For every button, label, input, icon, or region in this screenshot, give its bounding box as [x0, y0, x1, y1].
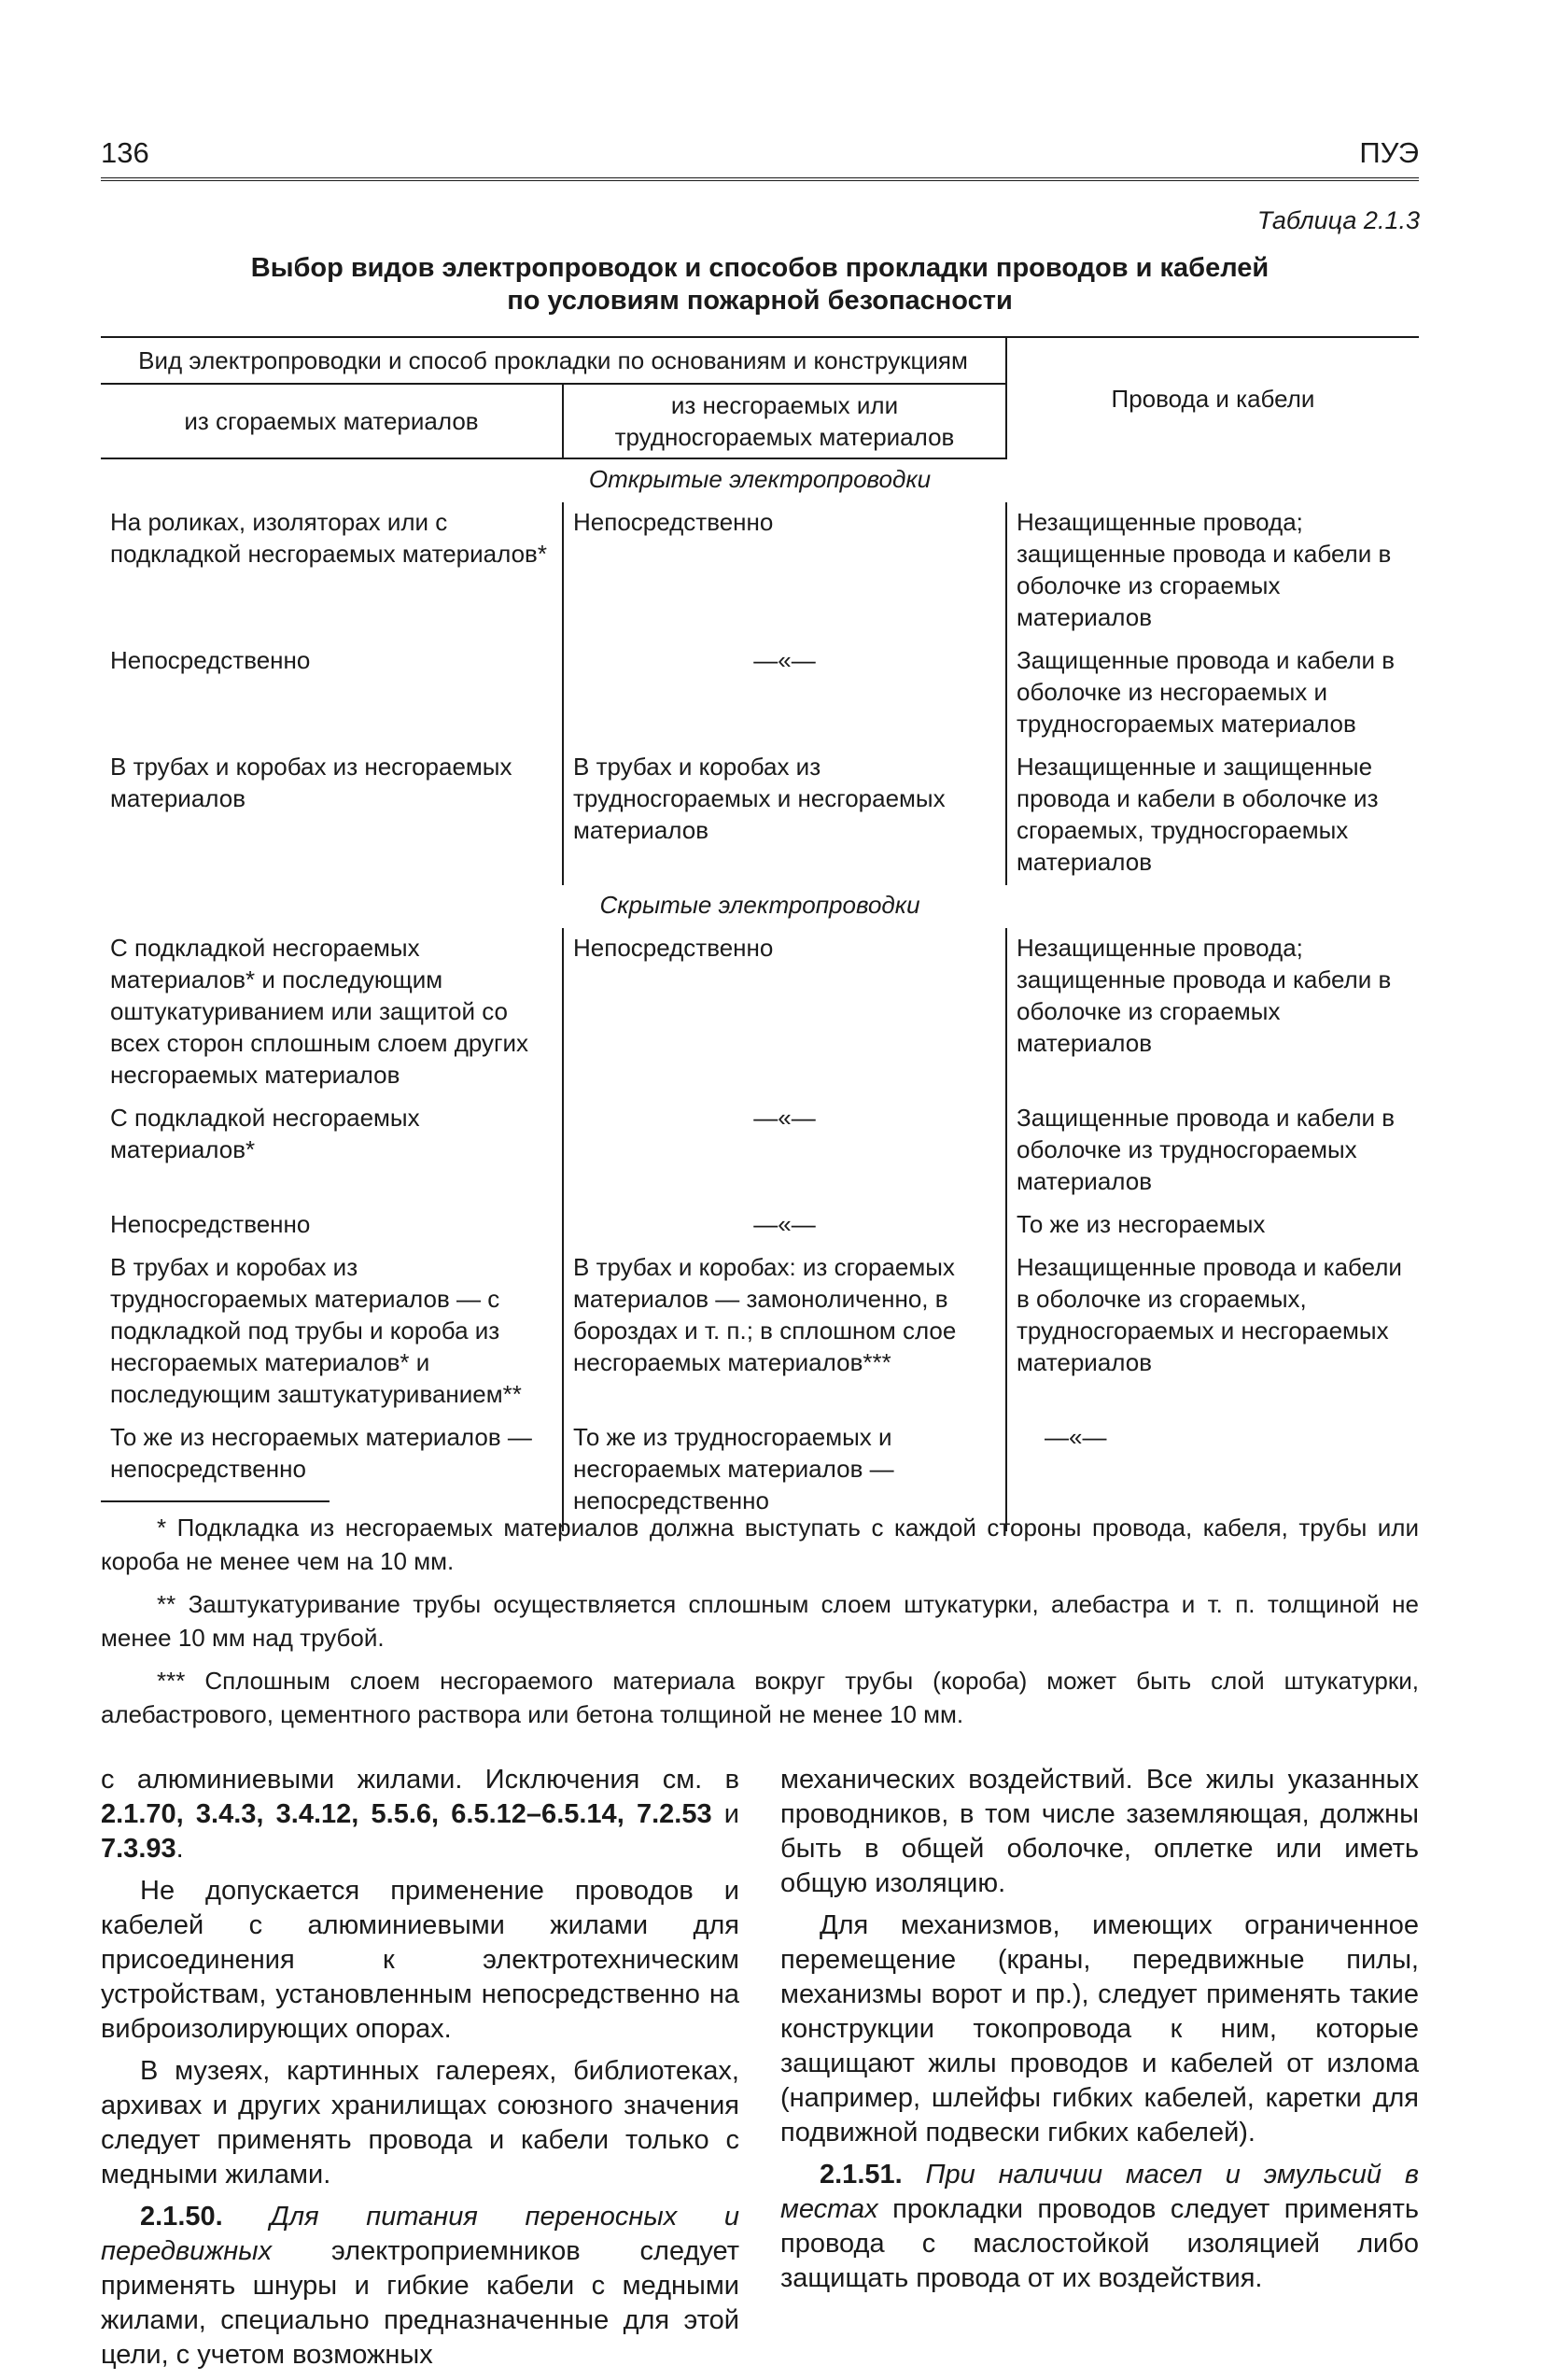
conjunction: и: [711, 1799, 739, 1829]
page-number: 136: [101, 136, 149, 169]
book-title: ПУЭ: [1359, 136, 1419, 169]
table-title-line-2: по условиям пожарной безопасности: [507, 286, 1013, 316]
table-cell: Непосредственно: [563, 502, 1006, 641]
table-cell: Незащищенные и защищенные провода и кабели в оболочке из сгораемых, трудносгораемых материалов: [1017, 753, 1379, 876]
left-text-column: [101, 1763, 739, 2380]
paragraph-end: .: [175, 1834, 184, 1864]
clause-2-1-51: [780, 2158, 1419, 2296]
clause-2-1-50: [101, 2200, 739, 2373]
cross-reference-last: 7.3.93: [101, 1834, 176, 1864]
clause-text: электроприемников следует применять шнуры и гибкие кабели с медными жилами, специально предназначенные для этой цели, с учетом возможных: [101, 2236, 739, 2370]
table-cell: В трубах и коробах: из сгораемых материалов — замоноличенно, в бороздах и т. п.; в сплошном слое несгораемых материалов***: [563, 1247, 1006, 1417]
table-row: [101, 747, 1419, 885]
table-cell: На роликах, изоляторах или с подкладкой несгораемых материалов*: [101, 502, 563, 641]
paragraph-continuation: [101, 1763, 739, 1866]
table-cell: То же из трудносгораемых и несгораемых материалов — непосредственно: [563, 1417, 1006, 1531]
cross-references: 2.1.70, 3.4.3, 3.4.12, 5.5.6, 6.5.12–6.5.14, 7.2.53: [101, 1799, 712, 1829]
table-row: [101, 502, 1419, 641]
ditto-cell: —«—: [1045, 1423, 1107, 1451]
table-cell: Защищенные провода и кабели в оболочке из трудносгораемых материалов: [1017, 1104, 1396, 1195]
paragraph-continuation: механических воздействий. Все жилы указанных проводников, в том числе заземляющая, должны быть в общей оболочке, оплетке или иметь общую изоляцию.: [780, 1765, 1419, 1898]
footnote-2: ** Заштукатуривание трубы осуществляется сплошным слоем штукатурки, алебастра и т. п. толщиной не менее 10 мм над трубой.: [101, 1590, 1419, 1652]
ditto-cell: —«—: [563, 1098, 1006, 1204]
column-header-cables: Провода и кабели: [1006, 337, 1419, 458]
table-cell: С подкладкой несгораемых материалов*: [101, 1098, 563, 1204]
clause-number: 2.1.51.: [820, 2160, 903, 2190]
table-row: [101, 928, 1419, 1098]
table-cell: Защищенные провода и кабели в оболочке из несгораемых и трудносгораемых материалов: [1017, 646, 1396, 738]
paragraph: В музеях, картинных галереях, библиотеках, архивах и других хранилищах союзного значения следует применять провода и кабели только с медными жилами.: [101, 2056, 739, 2190]
ditto-cell: —«—: [563, 641, 1006, 747]
table-row: [101, 1204, 1419, 1247]
paragraph: Не допускается применение проводов и кабелей с алюминиевыми жилами для присоединения к электротехническим устройствам, установленным непосредственно на виброизолирующих опорах.: [101, 1876, 739, 2044]
paragraph: Для механизмов, имеющих ограниченное перемещение (краны, передвижные пилы, механизмы ворот и пр.), следует применять такие конструкции токопровода к ним, которые защищают жилы проводов и кабелей от излома (например, шлейфы гибких кабелей, каретки для подвижной подвески гибких кабелей).: [780, 1910, 1419, 2148]
table-cell: Непосредственно: [563, 928, 1006, 1098]
table-cell: В трубах и коробах из трудносгораемых и несгораемых материалов: [563, 747, 1006, 885]
table-cell: То же из несгораемых материалов — непосредственно: [101, 1417, 563, 1531]
right-text-column: [780, 1763, 1419, 2303]
column-header-combustible: из сгораемых материалов: [101, 384, 563, 458]
section-title-hidden: Скрытые электропроводки: [599, 891, 920, 919]
footnotes: [101, 1511, 1419, 1740]
section-title-open: Открытые электропроводки: [588, 465, 932, 493]
table-cell: Незащищенные провода и кабели в оболочке из сгораемых, трудносгораемых и несгораемых материалов: [1017, 1253, 1402, 1376]
clause-text: прокладки проводов следует применять провода с маслостойкой изоляцией либо защищать провода от их воздействия.: [780, 2194, 1419, 2293]
table-cell: Непосредственно: [101, 1204, 563, 1247]
footnote-rule: [101, 1500, 330, 1502]
fire-safety-table: [101, 336, 1419, 1531]
table-row: [101, 1098, 1419, 1204]
paragraph-text: с алюминиевыми жилами. Исключения см. в: [101, 1765, 739, 1795]
footnote-3: *** Сплошным слоем несгораемого материала вокруг трубы (короба) может быть слой штукатурки, алебастрового, цементного раствора или бетона толщиной не менее 10 мм.: [101, 1667, 1419, 1728]
table-cell: В трубах и коробах из несгораемых материалов: [101, 747, 563, 885]
table-title: [101, 252, 1419, 317]
table-row: [101, 1247, 1419, 1417]
clause-number: 2.1.50.: [140, 2202, 223, 2232]
table-row: [101, 641, 1419, 747]
ditto-cell: —«—: [563, 1204, 1006, 1247]
table-title-line-1: Выбор видов электропроводок и способов прокладки проводов и кабелей: [250, 253, 1269, 283]
table-cell: Незащищенные провода; защищенные провода и кабели в оболочке из сгораемых материалов: [1017, 508, 1392, 631]
running-header: [101, 120, 1419, 181]
table-cell: С подкладкой несгораемых материалов* и последующим оштукатуриванием или защитой со всех сторон сплошным слоем других несгораемых материалов: [101, 928, 563, 1098]
table-cell: В трубах и коробах из трудносгораемых материалов — с подкладкой под трубы и короба из несгораемых материалов* и последующим заштукатуриванием**: [101, 1247, 563, 1417]
column-header-noncombustible: из несгораемых или трудносгораемых материалов: [563, 384, 1006, 458]
group-header: Вид электропроводки и способ прокладки по основаниям и конструкциям: [101, 337, 1006, 384]
footnote-1: * Подкладка из несгораемых материалов должна выступать с каждой стороны провода, кабеля, трубы или короба не менее чем на 10 мм.: [101, 1514, 1419, 1575]
table-cell: То же из несгораемых: [1017, 1210, 1266, 1238]
clause-lead-italic: При наличии масел и эмульсий в местах: [780, 2160, 1419, 2224]
table-number: Таблица 2.1.3: [1256, 206, 1420, 234]
clause-lead-italic: Для питания переносных и передвижных: [101, 2202, 739, 2266]
table-cell: Незащищенные провода; защищенные провода и кабели в оболочке из сгораемых материалов: [1017, 934, 1392, 1057]
table-cell: Непосредственно: [101, 641, 563, 747]
